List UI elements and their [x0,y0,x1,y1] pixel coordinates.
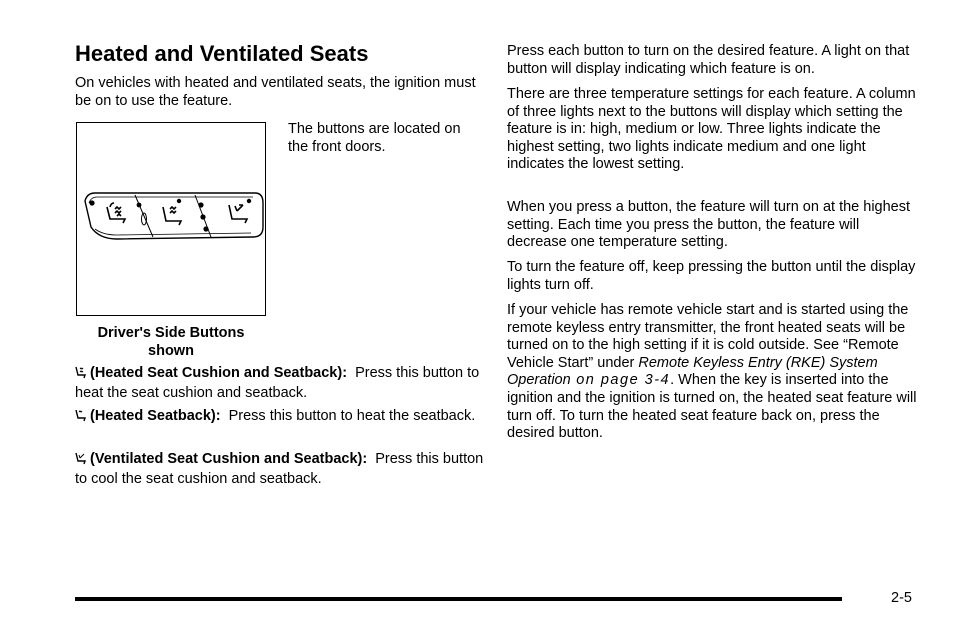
heated-seat-cushion-seatback-icon [75,366,87,385]
heated-seatback-label: (Heated Seatback): [90,408,221,424]
heated-seat-cushion-seatback-item [75,365,485,402]
ventilated-seat-item [75,451,485,488]
ventilated-seat-icon [75,452,87,471]
cross-reference-page[interactable]: on page 3-4 [570,372,671,389]
right-paragraph-1: Press each button to turn on the desired feature. A light on that button will display indicating which feature is on. [507,43,910,77]
remote-start-text: If your vehicle has remote vehicle start and is started using the remote keyless entry transmitter, the front heated seats will be turned on to the high setting if it is cold outside. See “Remote Vehicle Start” under [507,302,909,371]
ventilated-seat-text: Press this button to cool the seat cushion and seatback. [75,451,484,487]
figure-caption: Driver's Side Buttons shown [97,325,245,359]
right-paragraph-5 [507,302,917,443]
footer-rule [75,597,842,601]
heated-seatback-item [75,408,485,428]
page-number: 2-5 [891,590,912,606]
seat-control-panel-illustration [77,123,265,315]
cross-reference-title[interactable]: Remote Keyless Entry (RKE) System Operation [507,354,878,389]
remote-start-text-continued: . When the key is inserted into the ignition and the ignition is turned on, the heated seat feature will turn off. To turn the heated seat feature back on, press the desired button. [507,372,917,442]
heated-seat-cushion-seatback-label: (Heated Seat Cushion and Seatback): [90,365,348,381]
intro-paragraph: On vehicles with heated and ventilated seats, the ignition must be on to use the feature. [75,75,476,109]
heated-seatback-icon [75,409,87,428]
figure-side-text: The buttons are located on the front doors. [288,121,461,155]
right-paragraph-2: There are three temperature settings for each feature. A column of three lights next to the buttons will display which setting the feature is in: high, medium or low. Three lights indicate the highest setting, two lights indicate medium and one light indicates the lowest setting. [507,86,916,173]
heated-seat-cushion-seatback-text: Press this button to heat the seat cushion and seatback. [75,365,480,401]
door-buttons-figure [76,122,266,316]
right-paragraph-3: When you press a button, the feature will turn on at the highest setting. Each time you press the button, the feature will decrease one temperature setting. [507,199,911,251]
ventilated-seat-label: (Ventilated Seat Cushion and Seatback): [90,451,368,467]
right-paragraph-4: To turn the feature off, keep pressing the button until the display lights turn off. [507,259,916,293]
section-title: Heated and Ventilated Seats [75,41,369,66]
heated-seatback-text: Press this button to heat the seatback. [228,408,476,424]
